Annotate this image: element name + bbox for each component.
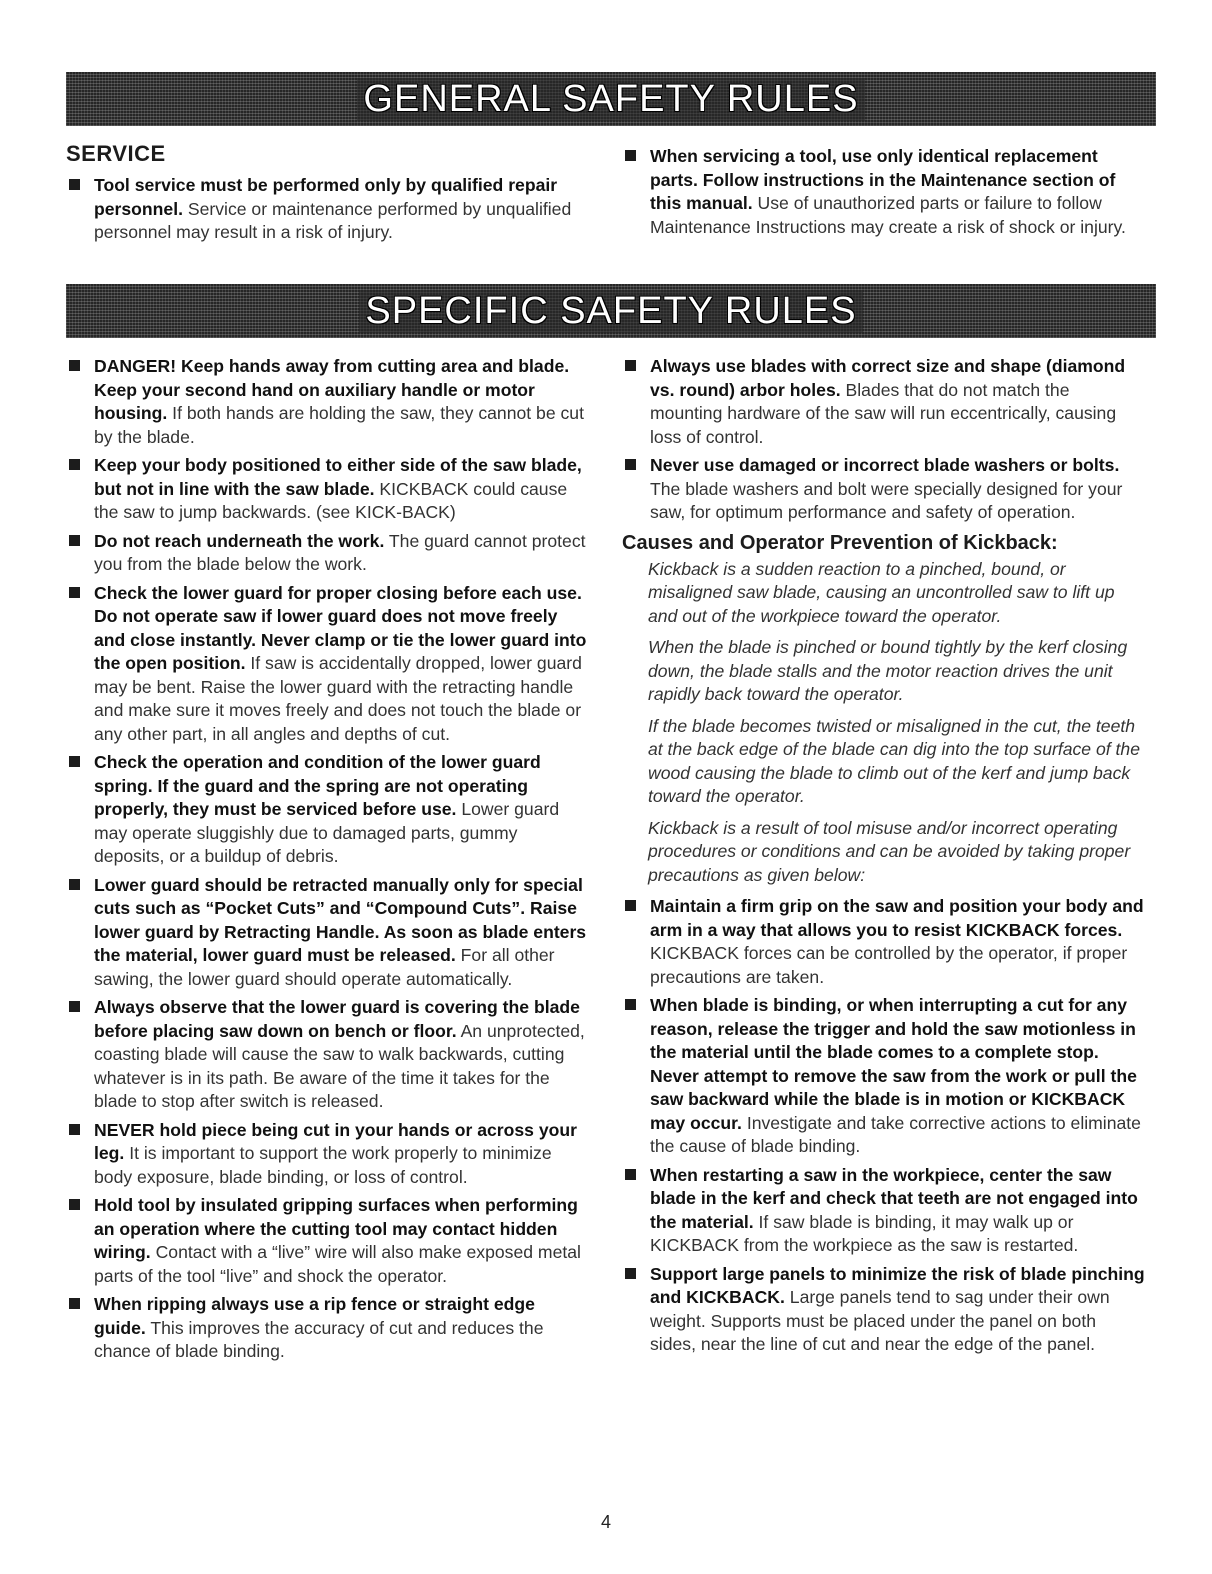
bullet-icon	[625, 1268, 636, 1279]
specific-safety-rules-banner	[66, 284, 1156, 338]
bullet-icon	[69, 360, 80, 371]
bullet-icon	[625, 150, 636, 161]
rule-text: If saw is accidentally dropped, lower guard may be bent. Raise the lower guard with the retracting handle and make sure it moves freely and does not touch the blade or any other part, in all angles and depths of cut.	[94, 653, 582, 744]
page-number: 4	[600, 1512, 611, 1532]
service-rule-1	[66, 174, 586, 245]
rule-text: It is important to support the work properly to minimize body exposure, blade binding, or loss of control.	[94, 1143, 552, 1187]
rule-bold-text: When blade is binding, or when interrupting a cut for any reason, release the trigger and hold the saw motionless in the material until the blade comes to a complete stop. Never attempt to remove the saw from the work or pull the saw backward while the blade is in motion or KICKBACK may occur.	[650, 995, 1137, 1133]
rule-text: An unprotected, coasting blade will cause the saw to walk backwards, cutting whatever is in its path. Be aware of the time it takes for the blade to stop after switch is released.	[94, 1020, 585, 1111]
rule-bold-text: Keep your body positioned to either side of the saw blade, but not in line with the saw blade.	[94, 455, 582, 499]
specific-rule-right-2	[622, 454, 1146, 525]
specific-rule-left-10	[66, 1293, 588, 1364]
rule-bold-text: Always observe that the lower guard is covering the blade before placing saw down on bench or floor.	[94, 997, 580, 1041]
rule-text: Blades that do not match the mounting hardware of the saw will run eccentrically, causing loss of control.	[650, 379, 1117, 447]
general-safety-rules-banner	[66, 72, 1156, 126]
specific-rule-left-1	[66, 355, 588, 449]
specific-rule-left-5	[66, 751, 588, 869]
bullet-icon	[69, 756, 80, 767]
specific-safety-rules-title: SPECIFIC SAFETY RULES	[359, 290, 862, 333]
bullet-icon	[69, 1124, 80, 1135]
specific-left-column	[66, 355, 588, 1369]
specific-rule-left-7	[66, 996, 588, 1114]
bullet-icon	[625, 900, 636, 911]
kickback-paragraph-4: Kickback is a result of tool misuse and/or incorrect operating procedures or conditions and can be avoided by taking proper precautions as given below:	[648, 817, 1131, 885]
rule-text: This improves the accuracy of cut and reduces the chance of blade binding.	[94, 1317, 544, 1361]
rule-bold-text: When restarting a saw in the workpiece, center the saw blade in the kerf and check that teeth are not engaged into the material.	[650, 1164, 1138, 1232]
rule-bold-text: Maintain a firm grip on the saw and position your body and arm in a way that allows you to resist KICKBACK forces.	[650, 896, 1144, 940]
rule-bold-text: Support large panels to minimize the risk of blade pinching and KICKBACK.	[650, 1263, 1145, 1307]
rule-bold-text: Tool service must be performed only by qualified repair personnel.	[94, 175, 558, 219]
bullet-icon	[69, 1001, 80, 1012]
rule-text: Investigate and take corrective actions to eliminate the cause of blade binding.	[650, 1112, 1141, 1156]
specific-rule-right-1	[622, 355, 1146, 449]
specific-rule-right-6	[622, 1263, 1146, 1357]
kickback-heading: Causes and Operator Prevention of Kickback:	[622, 531, 1058, 554]
specific-rule-left-9	[66, 1194, 588, 1288]
specific-rule-right-5	[622, 1164, 1146, 1258]
specific-rule-left-4	[66, 582, 588, 747]
rule-bold-text: DANGER! Keep hands away from cutting area and blade. Keep your second hand on auxiliary handle or motor housing.	[94, 356, 570, 423]
rule-text: Service or maintenance performed by unqualified personnel may result in a risk of injury.	[94, 198, 572, 242]
service-heading: SERVICE	[66, 141, 166, 166]
rule-text: KICKBACK forces can be controlled by the operator, if proper precautions are taken.	[650, 943, 1128, 987]
service-left-column	[66, 140, 586, 250]
specific-right-column	[622, 355, 1146, 1362]
kickback-paragraph-1: Kickback is a sudden reaction to a pinched, bound, or misaligned saw blade, causing an uncontrolled saw to lift up and out of the workpiece toward the operator.	[648, 558, 1115, 626]
rule-text: Contact with a “live” wire will also make exposed metal parts of the tool “live” and shock the operator.	[94, 1242, 581, 1286]
rule-bold-text: Always use blades with correct size and shape (diamond vs. round) arbor holes.	[650, 356, 1126, 400]
rule-bold-text: Check the lower guard for proper closing before each use. Do not operate saw if lower guard does not move freely and close instantly. Never clamp or tie the lower guard into the open position.	[94, 582, 587, 673]
specific-rule-right-3	[622, 895, 1146, 989]
rule-bold-text: Lower guard should be retracted manually only for special cuts such as “Pocket Cuts” and “Compound Cuts”. Raise lower guard by Retracting Handle. As soon as blade enters the material, lower guard must be released.	[94, 874, 587, 965]
bullet-icon	[69, 1199, 80, 1210]
rule-bold-text: NEVER hold piece being cut in your hands or across your leg.	[94, 1119, 577, 1163]
rule-text: If saw blade is binding, it may walk up or KICKBACK from the workpiece as the saw is restarted.	[650, 1211, 1079, 1255]
bullet-icon	[69, 459, 80, 470]
rule-bold-text: Check the operation and condition of the lower guard spring. If the guard and the spring are not operating properly, they must be serviced before use.	[94, 752, 541, 819]
bullet-icon	[69, 535, 80, 546]
bullet-icon	[69, 1298, 80, 1309]
specific-rule-left-2	[66, 454, 588, 525]
general-safety-rules-title: GENERAL SAFETY RULES	[357, 78, 864, 121]
rule-text: Lower guard may operate sluggishly due to damaged parts, gummy deposits, or a buildup of debris.	[94, 799, 560, 866]
service-rule-2	[622, 145, 1142, 239]
bullet-icon	[625, 459, 636, 470]
rule-text: The guard cannot protect you from the blade below the work.	[94, 530, 586, 574]
rule-bold-text: When servicing a tool, use only identical replacement parts. Follow instructions in the Maintenance section of this manual.	[650, 146, 1116, 213]
rule-bold-text: Never use damaged or incorrect blade washers or bolts.	[650, 455, 1120, 475]
rule-bold-text: Hold tool by insulated gripping surfaces when performing an operation where the cutting tool may contact hidden wiring.	[94, 1195, 578, 1262]
service-right-column	[622, 145, 1142, 244]
specific-rule-right-4	[622, 994, 1146, 1159]
rule-bold-text: Do not reach underneath the work.	[94, 530, 385, 551]
rule-text: KICKBACK could cause the saw to jump backwards. (see KICK-BACK)	[94, 478, 568, 522]
rule-text: The blade washers and bolt were specially designed for your saw, for optimum performance and safety of operation.	[650, 478, 1123, 522]
kickback-paragraph-2: When the blade is pinched or bound tightly by the kerf closing down, the blade stalls and the motor reaction drives the unit rapidly back toward the operator.	[648, 637, 1128, 704]
specific-rule-left-3	[66, 530, 588, 577]
bullet-icon	[69, 179, 80, 190]
rule-text: Use of unauthorized parts or failure to follow Maintenance Instructions may create a risk of shock or injury.	[650, 193, 1126, 237]
rule-text: If both hands are holding the saw, they cannot be cut by the blade.	[94, 403, 584, 447]
rule-text: For all other sawing, the lower guard should operate automatically.	[94, 945, 555, 989]
rule-bold-text: When ripping always use a rip fence or straight edge guide.	[94, 1294, 535, 1338]
bullet-icon	[69, 879, 80, 890]
bullet-icon	[625, 1169, 636, 1180]
specific-rule-left-6	[66, 874, 588, 992]
rule-text: Large panels tend to sag under their own weight. Supports must be placed under the panel on both sides, near the line of cut and near the edge of the panel.	[650, 1287, 1110, 1354]
bullet-icon	[625, 360, 636, 371]
bullet-icon	[625, 999, 636, 1010]
kickback-paragraph-3: If the blade becomes twisted or misaligned in the cut, the teeth at the back edge of the blade can dig into the top surface of the wood causing the blade to climb out of the kerf and jump back toward the operator.	[648, 715, 1140, 806]
bullet-icon	[69, 587, 80, 598]
specific-rule-left-8	[66, 1119, 588, 1190]
